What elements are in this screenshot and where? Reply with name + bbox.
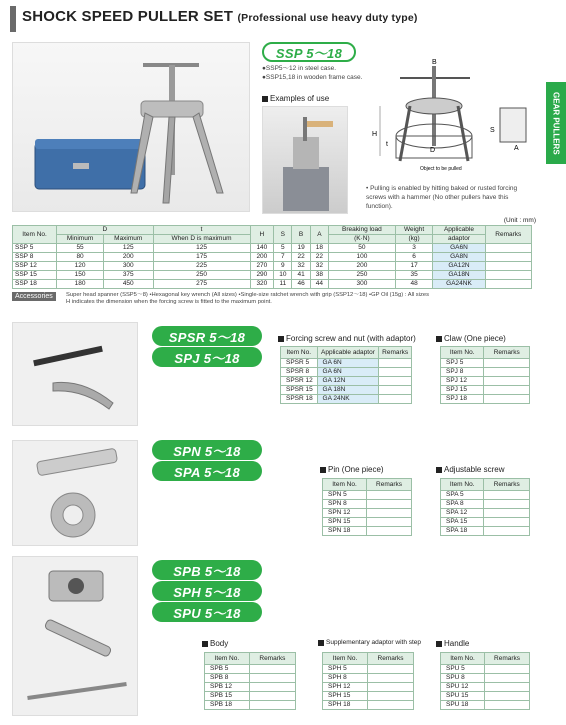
forcing-table-row-cell: SPSR 8 <box>281 368 318 377</box>
supplementary-table-row-cell: SPH 8 <box>323 674 368 683</box>
ssp-table-row-cell: 32 <box>292 262 310 271</box>
square-bullet-icon <box>436 641 442 647</box>
th-s: S <box>274 226 292 244</box>
body-th-remarks: Remarks <box>249 653 295 665</box>
supplementary-table-row-cell <box>368 692 414 701</box>
forcing-table-body <box>281 359 412 404</box>
body-th-item: Item No. <box>205 653 250 665</box>
square-bullet-icon <box>278 336 284 342</box>
handle-table-row-cell: SPU 12 <box>441 683 485 692</box>
pill-spu-label: SPU 5～18 <box>173 605 241 621</box>
forcing-table-row-cell: GA 24NK <box>317 395 379 404</box>
forcing-table-row-cell <box>379 368 412 377</box>
claw-table-row-cell <box>484 359 530 368</box>
supplementary-table-row <box>323 683 414 692</box>
page-title-text: SHOCK SPEED PULLER SET <box>22 8 234 25</box>
pin-table-row <box>323 527 412 536</box>
th-remarks: Remarks <box>485 226 531 244</box>
adjustable-table-row-cell <box>484 509 530 518</box>
forcing-table-row-cell: GA 6N <box>317 359 379 368</box>
ssp-table-row-cell: 11 <box>274 280 292 289</box>
forcing-table-row <box>281 359 412 368</box>
forcing-table-row <box>281 386 412 395</box>
handle-table-row-cell: SPU 8 <box>441 674 485 683</box>
claw-title: Claw (One piece) <box>444 334 506 343</box>
supplementary-table-row-cell: SPH 5 <box>323 665 368 674</box>
ssp-table-row-cell: 35 <box>395 271 433 280</box>
ssp-table-row-cell: GA24NK <box>433 280 485 289</box>
supplementary-table-row-cell: SPH 12 <box>323 683 368 692</box>
adjustable-heading <box>436 465 504 474</box>
pin-table-body <box>323 491 412 536</box>
puller-set-illustration <box>13 43 250 212</box>
forcing-title: Forcing screw and nut (with adaptor) <box>286 334 416 343</box>
ssp-table-row-cell: 19 <box>292 244 310 253</box>
th-d-max: Maximum <box>103 235 153 244</box>
ssp-spec-table <box>12 225 532 289</box>
claw-table <box>440 346 530 404</box>
ssp-table-row-cell: 44 <box>310 280 328 289</box>
body-table-row-cell: SPB 5 <box>205 665 250 674</box>
pill-spb-label: SPB 5～18 <box>173 563 241 579</box>
forcing-table-row-cell: GA 6N <box>317 368 379 377</box>
body-title: Body <box>210 639 229 648</box>
supplementary-table <box>322 652 414 710</box>
pill-sph-label: SPH 5～18 <box>173 584 241 600</box>
supplementary-table-row <box>323 665 414 674</box>
th-d: D <box>57 226 153 235</box>
handle-table-row-cell: SPU 15 <box>441 692 485 701</box>
ssp-table-row-cell: 200 <box>103 253 153 262</box>
ssp-table-row-cell: 48 <box>395 280 433 289</box>
ssp-table-row-cell: 22 <box>292 253 310 262</box>
pin-table-row <box>323 509 412 518</box>
handle-table <box>440 652 530 710</box>
adjustable-table-row-cell: SPA 5 <box>441 491 484 500</box>
ssp-table-row-cell <box>485 244 531 253</box>
ssp-table-row-cell: SSP 5 <box>13 244 57 253</box>
supplementary-table-row-cell <box>368 701 414 710</box>
ssp-table-row-cell: 10 <box>274 271 292 280</box>
ssp-table-row-cell: 290 <box>250 271 274 280</box>
supplementary-table-row-cell <box>368 683 414 692</box>
pulling-note: • Pulling is enabled by hitting baked or rusted forcing screws with a hammer (No other pullers have this function). <box>366 185 518 210</box>
ssp-table-row-cell <box>485 280 531 289</box>
th-adaptor-2: adaptor <box>433 235 485 244</box>
handle-table-row-cell: SPU 5 <box>441 665 485 674</box>
supplementary-table-row-cell: SPH 18 <box>323 701 368 710</box>
ssp-table-row <box>13 262 532 271</box>
adjustable-table-row-cell: SPA 18 <box>441 527 484 536</box>
puller-dimension-diagram <box>360 56 540 186</box>
pill-spa-label: SPA 5～18 <box>174 464 240 480</box>
body-table-row-cell <box>249 665 295 674</box>
adjustable-table-row-cell: SPA 12 <box>441 509 484 518</box>
adjustable-table-row <box>441 518 530 527</box>
ssp-table-row-cell: 3 <box>395 244 433 253</box>
body-table-row-cell: SPB 18 <box>205 701 250 710</box>
th-h: H <box>250 226 274 244</box>
ssp-table-row-cell: SSP 15 <box>13 271 57 280</box>
diagram-label-a: A <box>514 145 519 152</box>
forcing-table-row <box>281 395 412 404</box>
ssp-table-row-cell: 80 <box>57 253 104 262</box>
body-table-row <box>205 674 296 683</box>
spsr-product-photo <box>12 322 138 426</box>
handle-title: Handle <box>444 639 470 648</box>
body-table-row-cell <box>249 701 295 710</box>
forcing-table-row-cell: SPSR 12 <box>281 377 318 386</box>
ssp-table-row-cell: 125 <box>103 244 153 253</box>
supplementary-th-item: Item No. <box>323 653 368 665</box>
square-bullet-icon <box>320 467 326 473</box>
ssp-table-row-cell: SSP 12 <box>13 262 57 271</box>
th-adaptor: Applicable <box>433 226 485 235</box>
ssp-table-row-cell: 180 <box>57 280 104 289</box>
forcing-th-remarks: Remarks <box>379 347 412 359</box>
diagram-label-s: S <box>490 127 495 134</box>
handle-table-row <box>441 674 530 683</box>
claw-table-row-cell <box>484 386 530 395</box>
pin-table-row-cell <box>367 518 412 527</box>
ssp-table-row-cell: 32 <box>310 262 328 271</box>
ssp-table-row-cell: 17 <box>395 262 433 271</box>
pin-table-row-cell <box>367 500 412 509</box>
handle-table-row <box>441 683 530 692</box>
claw-table-row-cell: SPJ 12 <box>441 377 484 386</box>
ssp-table-row-cell: 38 <box>310 271 328 280</box>
pill-spsr-label: SPSR 5～18 <box>168 329 246 345</box>
ssp-table-row-cell: 375 <box>103 271 153 280</box>
pin-table-row <box>323 491 412 500</box>
spb-product-photo <box>12 556 138 716</box>
forcing-table-row-cell: GA 12N <box>317 377 379 386</box>
ssp-note-1: ●SSP5～12 in steel case. <box>262 65 337 72</box>
adjustable-table-row <box>441 491 530 500</box>
ssp-table-row-cell: 120 <box>57 262 104 271</box>
ssp-table-row-cell: 125 <box>153 244 250 253</box>
adjustable-table-row <box>441 500 530 509</box>
examples-heading <box>262 94 329 103</box>
unit-label: (Unit : mm) <box>503 217 536 224</box>
th-b: B <box>292 226 310 244</box>
claw-table-row <box>441 377 530 386</box>
adjustable-title: Adjustable screw <box>444 465 505 474</box>
body-table-row <box>205 683 296 692</box>
diagram-label-b: B <box>432 59 437 66</box>
body-table-row <box>205 701 296 710</box>
ssp-table-row-cell: 200 <box>250 253 274 262</box>
square-bullet-icon <box>318 640 324 646</box>
body-table-row-cell <box>249 683 295 692</box>
title-accent-bar <box>10 6 16 32</box>
ssp-table-row-cell: SSP 18 <box>13 280 57 289</box>
pin-heading <box>320 465 384 474</box>
pill-spu <box>152 602 262 622</box>
pin-table-row-cell: SPN 15 <box>323 518 367 527</box>
ssp-table-row <box>13 253 532 262</box>
th-t: t <box>153 226 250 235</box>
adjustable-table-row <box>441 527 530 536</box>
forcing-table-row-cell <box>379 395 412 404</box>
square-bullet-icon <box>262 96 268 102</box>
th-t-sub: When D is maximum <box>153 235 250 244</box>
handle-table-row-cell <box>485 683 530 692</box>
forcing-th-adaptor: Applicable adaptor <box>317 347 379 359</box>
accessories-list: Super head spanner (SSP5～8) •Hexagonal key wrench (All sizes) •Single-size ratchet wrench with grip (SSP12～18) •GP Oil (15g) : All sizes <box>66 292 429 298</box>
adjustable-th-remarks: Remarks <box>484 479 530 491</box>
body-table-row-cell <box>249 674 295 683</box>
handle-table-row <box>441 701 530 710</box>
ssp-table-body <box>13 244 532 289</box>
claw-th-remarks: Remarks <box>484 347 530 359</box>
claw-table-row-cell <box>484 368 530 377</box>
supplementary-table-row <box>323 701 414 710</box>
claw-table-row-cell: SPJ 5 <box>441 359 484 368</box>
ssp-table-row-cell: 225 <box>153 262 250 271</box>
ssp-table-row <box>13 280 532 289</box>
adjustable-table-row-cell: SPA 8 <box>441 500 484 509</box>
pill-spj <box>152 347 262 367</box>
claw-heading <box>436 334 506 343</box>
claw-table-row-cell <box>484 377 530 386</box>
pin-table-row-cell: SPN 8 <box>323 500 367 509</box>
pin-table-row-cell: SPN 12 <box>323 509 367 518</box>
pill-spb <box>152 560 262 580</box>
pill-spsr <box>152 326 262 346</box>
pill-spa <box>152 461 262 481</box>
adjustable-table-body <box>441 491 530 536</box>
ssp-table-row-cell: 450 <box>103 280 153 289</box>
claw-th-item: Item No. <box>441 347 484 359</box>
body-table-body <box>205 665 296 710</box>
adjustable-table <box>440 478 530 536</box>
th-load: Breaking load <box>329 226 396 235</box>
ssp-table-row-cell: 175 <box>153 253 250 262</box>
supplementary-table-row-cell: SPH 15 <box>323 692 368 701</box>
handle-table-row <box>441 665 530 674</box>
ssp-table-row-cell: 41 <box>292 271 310 280</box>
ssp-table-row-cell: 320 <box>250 280 274 289</box>
ssp-table-row-cell: 250 <box>153 271 250 280</box>
accessories-note: H indicates the dimension when the forcing screw is fitted to the maximum point. <box>66 299 272 305</box>
diagram-label-d: D <box>430 147 436 154</box>
pin-table-row-cell <box>367 509 412 518</box>
supplementary-table-body <box>323 665 414 710</box>
ssp-table-row-cell <box>485 253 531 262</box>
handle-table-body <box>441 665 530 710</box>
pill-spn-label: SPN 5～18 <box>173 443 241 459</box>
pin-table-row-cell: SPN 18 <box>323 527 367 536</box>
example-use-illustration <box>263 107 348 214</box>
forcing-table-row-cell: SPSR 15 <box>281 386 318 395</box>
ssp-table-row-cell: 18 <box>310 244 328 253</box>
adjustable-table-row-cell <box>484 518 530 527</box>
claw-table-row <box>441 395 530 404</box>
forcing-table-row <box>281 368 412 377</box>
handle-th-item: Item No. <box>441 653 485 665</box>
supplementary-table-row-cell <box>368 665 414 674</box>
ssp-table-row-cell: 6 <box>395 253 433 262</box>
spn-product-photo <box>12 440 138 546</box>
side-tab-label: GEAR PULLERS <box>551 91 561 155</box>
diagram-label-h: H <box>372 131 378 138</box>
diagram-label-object: Object to be pulled <box>420 166 462 172</box>
ssp-table-row-cell: GA8N <box>433 253 485 262</box>
diagram-label-t: t <box>386 141 388 148</box>
ssp-table-row-cell: 22 <box>310 253 328 262</box>
ssp-table-row-cell: GA6N <box>433 244 485 253</box>
claw-table-row-cell <box>484 395 530 404</box>
ssp-table-row <box>13 271 532 280</box>
ssp-table-row-cell: GA18N <box>433 271 485 280</box>
handle-table-row-cell <box>485 692 530 701</box>
claw-table-row-cell: SPJ 18 <box>441 395 484 404</box>
th-a: A <box>310 226 328 244</box>
ssp-table-row-cell: 55 <box>57 244 104 253</box>
th-weight-unit: (kg) <box>395 235 433 244</box>
handle-table-row-cell <box>485 701 530 710</box>
adjustable-th-item: Item No. <box>441 479 484 491</box>
square-bullet-icon <box>436 467 442 473</box>
claw-table-row <box>441 368 530 377</box>
ssp-table-row-cell: 275 <box>153 280 250 289</box>
ssp-table-row-cell: 5 <box>274 244 292 253</box>
pin-th-item: Item No. <box>323 479 367 491</box>
pin-th-remarks: Remarks <box>367 479 412 491</box>
supplementary-table-row <box>323 692 414 701</box>
ssp-table-row-cell: 200 <box>329 262 396 271</box>
claw-table-row <box>441 386 530 395</box>
forcing-table-row-cell: GA 18N <box>317 386 379 395</box>
pill-spj-label: SPJ 5～18 <box>174 350 240 366</box>
ssp-table-row-cell <box>485 262 531 271</box>
pin-table-row-cell <box>367 527 412 536</box>
pin-table-row-cell: SPN 5 <box>323 491 367 500</box>
pill-ssp-label: SSP 5～18 <box>275 45 343 61</box>
supplementary-table-row <box>323 674 414 683</box>
body-heading <box>202 639 228 648</box>
adjustable-table-row-cell <box>484 500 530 509</box>
pin-table-row <box>323 500 412 509</box>
square-bullet-icon <box>436 336 442 342</box>
pin-table <box>322 478 412 536</box>
ssp-table-row-cell: 46 <box>292 280 310 289</box>
side-tab-gear-pullers[interactable] <box>546 82 566 164</box>
body-table-row <box>205 665 296 674</box>
ssp-table-row-cell: 150 <box>57 271 104 280</box>
ssp-note-2: ●SSP15,18 in wooden frame case. <box>262 74 363 81</box>
pill-spn <box>152 440 262 460</box>
adjustable-table-row-cell <box>484 491 530 500</box>
product-photo-ssp <box>12 42 250 212</box>
ssp-table-row-cell <box>485 271 531 280</box>
ssp-table-row-cell: 270 <box>250 262 274 271</box>
ssp-table-row-cell: 7 <box>274 253 292 262</box>
ssp-table-row-cell: GA12N <box>433 262 485 271</box>
forcing-table-row-cell: SPSR 5 <box>281 359 318 368</box>
handle-table-row-cell <box>485 665 530 674</box>
forcing-screw-claw-illustration <box>13 323 139 427</box>
pin-table-row-cell <box>367 491 412 500</box>
claw-table-row <box>441 359 530 368</box>
pill-ssp <box>262 42 356 62</box>
claw-table-body <box>441 359 530 404</box>
body-table-row-cell <box>249 692 295 701</box>
ssp-table-row-cell: 140 <box>250 244 274 253</box>
supplementary-heading <box>318 639 421 646</box>
handle-table-row-cell <box>485 674 530 683</box>
examples-label: Examples of use <box>270 94 330 103</box>
square-bullet-icon <box>202 641 208 647</box>
handle-heading <box>436 639 469 648</box>
page-subtitle: (Professional use heavy duty type) <box>237 12 418 24</box>
th-item: Item No. <box>13 226 57 244</box>
claw-table-row-cell: SPJ 8 <box>441 368 484 377</box>
body-table-row-cell: SPB 12 <box>205 683 250 692</box>
forcing-table-row-cell: SPSR 18 <box>281 395 318 404</box>
ssp-table-row-cell: 9 <box>274 262 292 271</box>
body-table-row <box>205 692 296 701</box>
th-weight: Weight <box>395 226 433 235</box>
forcing-table <box>280 346 412 404</box>
ssp-table-row-cell: 100 <box>329 253 396 262</box>
forcing-th-item: Item No. <box>281 347 318 359</box>
forcing-table-row-cell <box>379 377 412 386</box>
handle-table-row-cell: SPU 18 <box>441 701 485 710</box>
page-title <box>22 8 418 25</box>
claw-table-row-cell: SPJ 15 <box>441 386 484 395</box>
adjustable-table-row <box>441 509 530 518</box>
ssp-table-row-cell: 300 <box>329 280 396 289</box>
ssp-table-row-cell: 250 <box>329 271 396 280</box>
pill-sph <box>152 581 262 601</box>
th-d-min: Minimum <box>57 235 104 244</box>
pin-table-row <box>323 518 412 527</box>
accessories-text <box>66 292 536 306</box>
forcing-table-row-cell <box>379 386 412 395</box>
ssp-table-row-cell: 300 <box>103 262 153 271</box>
example-use-photo <box>262 106 348 214</box>
body-adaptor-handle-illustration <box>13 557 139 717</box>
th-load-unit: (K·N) <box>329 235 396 244</box>
adjustable-table-row-cell <box>484 527 530 536</box>
adjustable-table-row-cell: SPA 15 <box>441 518 484 527</box>
forcing-heading <box>278 334 416 343</box>
forcing-table-row <box>281 377 412 386</box>
body-table-row-cell: SPB 15 <box>205 692 250 701</box>
accessories-label: Accessories <box>12 292 56 301</box>
handle-th-remarks: Remarks <box>485 653 530 665</box>
handle-table-row <box>441 692 530 701</box>
forcing-table-row-cell <box>379 359 412 368</box>
supplementary-table-row-cell <box>368 674 414 683</box>
body-table <box>204 652 296 710</box>
pin-title: Pin (One piece) <box>328 465 384 474</box>
ssp-table-row <box>13 244 532 253</box>
supplementary-th-remarks: Remarks <box>368 653 414 665</box>
ssp-table-row-cell: SSP 8 <box>13 253 57 262</box>
supplementary-title: Supplementary adaptor with step <box>326 639 422 646</box>
ssp-table-row-cell: 50 <box>329 244 396 253</box>
pin-screw-illustration <box>13 441 139 547</box>
body-table-row-cell: SPB 8 <box>205 674 250 683</box>
